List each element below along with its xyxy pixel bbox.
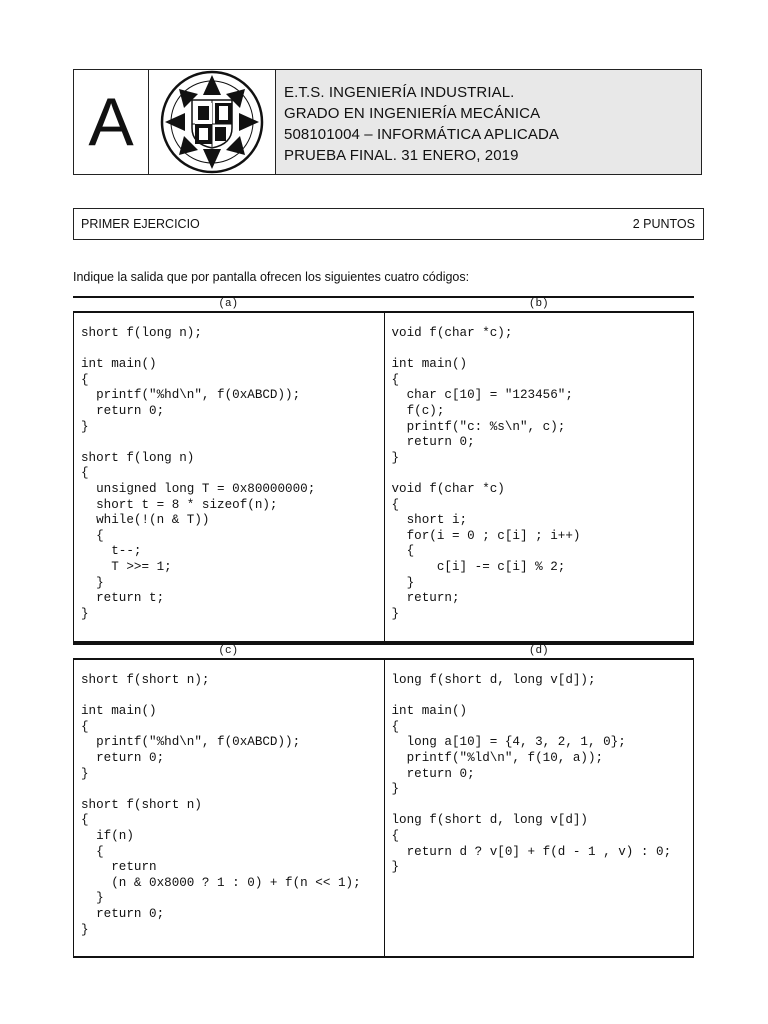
label-c: (c)	[218, 645, 239, 657]
school-name: E.T.S. INGENIERÍA INDUSTRIAL.	[284, 84, 515, 101]
code-text-b: void f(char *c); int main() { char c[10] = "123456"; f(c); printf("c: %s\n", c); return 0; } void f(char *c) { short i; for(i = 0 ; c[i] ; i++) { c[i] -= c[i] % 2; } return; }	[391, 326, 581, 621]
code-text-d: long f(short d, long v[d]); int main() { long a[10] = {4, 3, 2, 1, 0}; printf("%ld\n", f(10, a)); return 0; } long f(short d, long v[d]) { return d ? v[0] + f(d - 1 , v) : 0; }	[391, 673, 672, 875]
degree-name: GRADO EN INGENIERÍA MECÁNICA	[284, 105, 541, 122]
exam-date: PRUEBA FINAL. 31 ENERO, 2019	[284, 147, 519, 164]
label-row-bottom	[73, 643, 694, 659]
course-info	[276, 70, 701, 174]
course-name: 508101004 – INFORMÁTICA APLICADA	[284, 126, 559, 143]
label-a: (a)	[218, 298, 239, 310]
code-text-a: short f(long n); int main() { printf("%hd\n", f(0xABCD)); return 0; } short f(long n) { unsigned long T = 0x80000000; short t = 8 * sizeof(n); while(!(n & T)) { t--; T >>= 1; } return t; }	[81, 326, 316, 621]
code-row-top	[73, 311, 694, 643]
university-seal-icon	[160, 70, 264, 174]
university-seal	[149, 70, 276, 174]
code-block-b	[384, 313, 694, 641]
exam-header	[73, 69, 702, 175]
code-row-bottom	[73, 658, 694, 958]
exam-version-letter: A	[74, 70, 149, 174]
exercise-header	[73, 208, 704, 240]
code-text-c: short f(short n); int main() { printf("%hd\n", f(0xABCD)); return 0; } short f(short n) { if(n) { return (n & 0x8000 ? 1 : 0) + f(n << 1); } return 0; }	[81, 673, 361, 937]
instruction-text: Indique la salida que por pantalla ofrecen los siguientes cuatro códigos:	[73, 270, 470, 284]
label-row-top	[73, 296, 694, 312]
code-block-a	[74, 313, 384, 641]
exercise-title: PRIMER EJERCICIO	[81, 217, 200, 231]
label-d: (d)	[528, 645, 549, 657]
code-block-d	[384, 660, 694, 956]
label-b: (b)	[528, 298, 549, 310]
code-block-c	[74, 660, 384, 956]
exercise-points: 2 PUNTOS	[632, 217, 695, 231]
